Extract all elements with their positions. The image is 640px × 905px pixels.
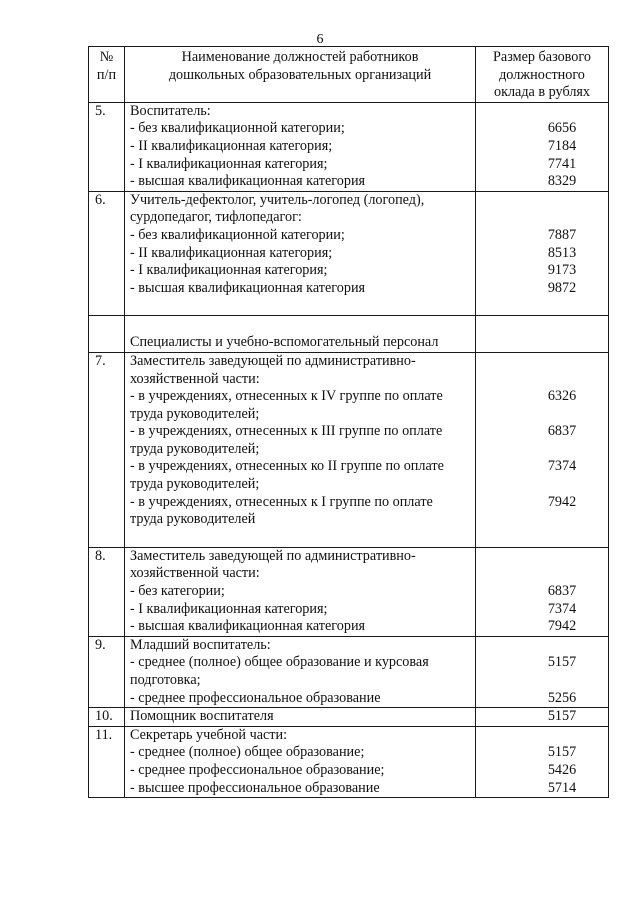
salary-cell [476, 547, 609, 636]
row-number: 8. [89, 547, 125, 636]
position-line: труда руководителей [130, 511, 256, 528]
position-line: - без категории; [130, 583, 225, 600]
table-row [89, 547, 609, 636]
row-number: 5. [89, 102, 125, 191]
position-line: - в учреждениях, отнесенных к I группе по оплате [130, 493, 433, 510]
row-salary [476, 316, 609, 353]
salary-value [520, 565, 604, 583]
position-line: подготовка; [130, 672, 201, 688]
salary-value [520, 406, 604, 424]
salary-value [520, 727, 604, 745]
salary-value: 6837 [547, 423, 577, 440]
table-header-row [89, 47, 609, 103]
position-cell [125, 352, 476, 547]
position-line: Заместитель заведующей по административно- [130, 352, 416, 369]
position-line: - в учреждениях, отнесенных ко II группе по оплате [130, 458, 444, 475]
position-line: хозяйственной части: [130, 565, 260, 582]
salary-value: 7887 [547, 226, 577, 243]
row-number: 7. [89, 352, 125, 547]
salary-value: 9173 [547, 262, 577, 279]
row-number: 11. [89, 726, 125, 797]
salary-value: 7741 [547, 155, 577, 172]
salary-value: 7184 [547, 137, 577, 154]
salary-value: 9872 [547, 279, 577, 296]
table-row [89, 102, 609, 191]
salary-value [520, 209, 604, 227]
header-salary: Размер базового должностного оклада в рублях [476, 47, 609, 103]
salary-value [520, 192, 604, 210]
position-cell [125, 191, 476, 316]
position-line: сурдопедагог, тифлопедагог: [130, 209, 302, 226]
position-line: - без квалификационной категории; [130, 226, 345, 243]
table-body [89, 102, 609, 797]
salary-value: 6656 [547, 120, 577, 137]
table-row [89, 191, 609, 316]
position-line: - среднее профессиональное образование; [130, 761, 385, 778]
position-line: хозяйственной части: [130, 370, 260, 387]
salary-value [520, 476, 604, 494]
position-line: Воспитатель: [130, 102, 211, 119]
section-row [89, 316, 609, 353]
salary-value: 5157 [547, 654, 577, 671]
position-cell [125, 636, 476, 707]
salary-value: 6837 [547, 583, 577, 600]
salary-table [88, 46, 609, 798]
salary-value [520, 672, 604, 690]
position-cell [125, 102, 476, 191]
position-line: - высшая квалификационная категория [130, 173, 366, 190]
header-number: № п/п [89, 47, 125, 103]
position-line: - среднее (полное) общее образование; [130, 744, 365, 761]
salary-value [520, 353, 604, 371]
table-row [89, 708, 609, 727]
salary-cell [476, 708, 609, 727]
salary-value: 7942 [547, 618, 577, 635]
salary-cell [476, 726, 609, 797]
position-line: - без квалификационной категории; [130, 120, 345, 137]
salary-value [520, 441, 604, 459]
position-line: - высшая квалификационная категория [130, 279, 366, 296]
position-line: Заместитель заведующей по административно- [130, 547, 416, 564]
position-line: труда руководителей; [130, 440, 260, 457]
salary-value: 7942 [547, 493, 577, 510]
position-line: - в учреждениях, отнесенных к III группе по оплате [130, 423, 443, 440]
salary-value: 5714 [547, 779, 577, 796]
row-number [89, 316, 125, 353]
salary-cell [476, 352, 609, 547]
position-cell [125, 547, 476, 636]
position-line: Помощник воспитателя [130, 708, 274, 725]
position-line: - I квалификационная категория; [130, 600, 328, 617]
salary-value: 7374 [547, 600, 577, 617]
position-line: - среднее профессиональное образование [130, 689, 381, 706]
position-line: - I квалификационная категория; [130, 262, 328, 279]
salary-cell [476, 102, 609, 191]
salary-value: 5157 [547, 708, 577, 725]
page-number: 6 [316, 32, 324, 47]
salary-value: 5157 [547, 744, 577, 761]
row-number: 9. [89, 636, 125, 707]
position-cell [125, 708, 476, 727]
salary-value [520, 637, 604, 655]
position-line: - в учреждениях, отнесенных к IV группе по оплате [130, 388, 443, 405]
position-line: Учитель-дефектолог, учитель-логопед (логопед), [130, 191, 425, 208]
salary-value [520, 548, 604, 566]
position-line: Младший воспитатель: [130, 636, 271, 653]
salary-value [520, 371, 604, 389]
table-row [89, 726, 609, 797]
position-line: - среднее (полное) общее образование и курсовая [130, 654, 429, 671]
salary-value [520, 103, 604, 121]
table-row [89, 352, 609, 547]
position-line: труда руководителей; [130, 405, 260, 422]
salary-value: 5256 [547, 689, 577, 706]
position-line: Секретарь учебной части: [130, 726, 288, 743]
salary-value: 7374 [547, 458, 577, 475]
position-line: - высшее профессиональное образование [130, 779, 380, 796]
position-line: труда руководителей; [130, 476, 260, 493]
salary-value: 8329 [547, 173, 577, 190]
row-number: 6. [89, 191, 125, 316]
salary-value: 8513 [547, 244, 577, 261]
header-position: Наименование должностей работников дошкольных образовательных организаций [125, 47, 476, 103]
section-title: Специалисты и учебно-вспомогательный персонал [125, 316, 476, 353]
row-number: 10. [89, 708, 125, 727]
position-cell [125, 726, 476, 797]
table-row [89, 636, 609, 707]
position-line: - II квалификационная категория; [130, 137, 333, 154]
salary-cell [476, 191, 609, 316]
position-line: - I квалификационная категория; [130, 155, 328, 172]
salary-value: 5426 [547, 761, 577, 778]
salary-value [520, 511, 604, 529]
position-line: - высшая квалификационная категория [130, 618, 366, 635]
salary-value: 6326 [547, 388, 577, 405]
position-line: - II квалификационная категория; [130, 244, 333, 261]
salary-cell [476, 636, 609, 707]
